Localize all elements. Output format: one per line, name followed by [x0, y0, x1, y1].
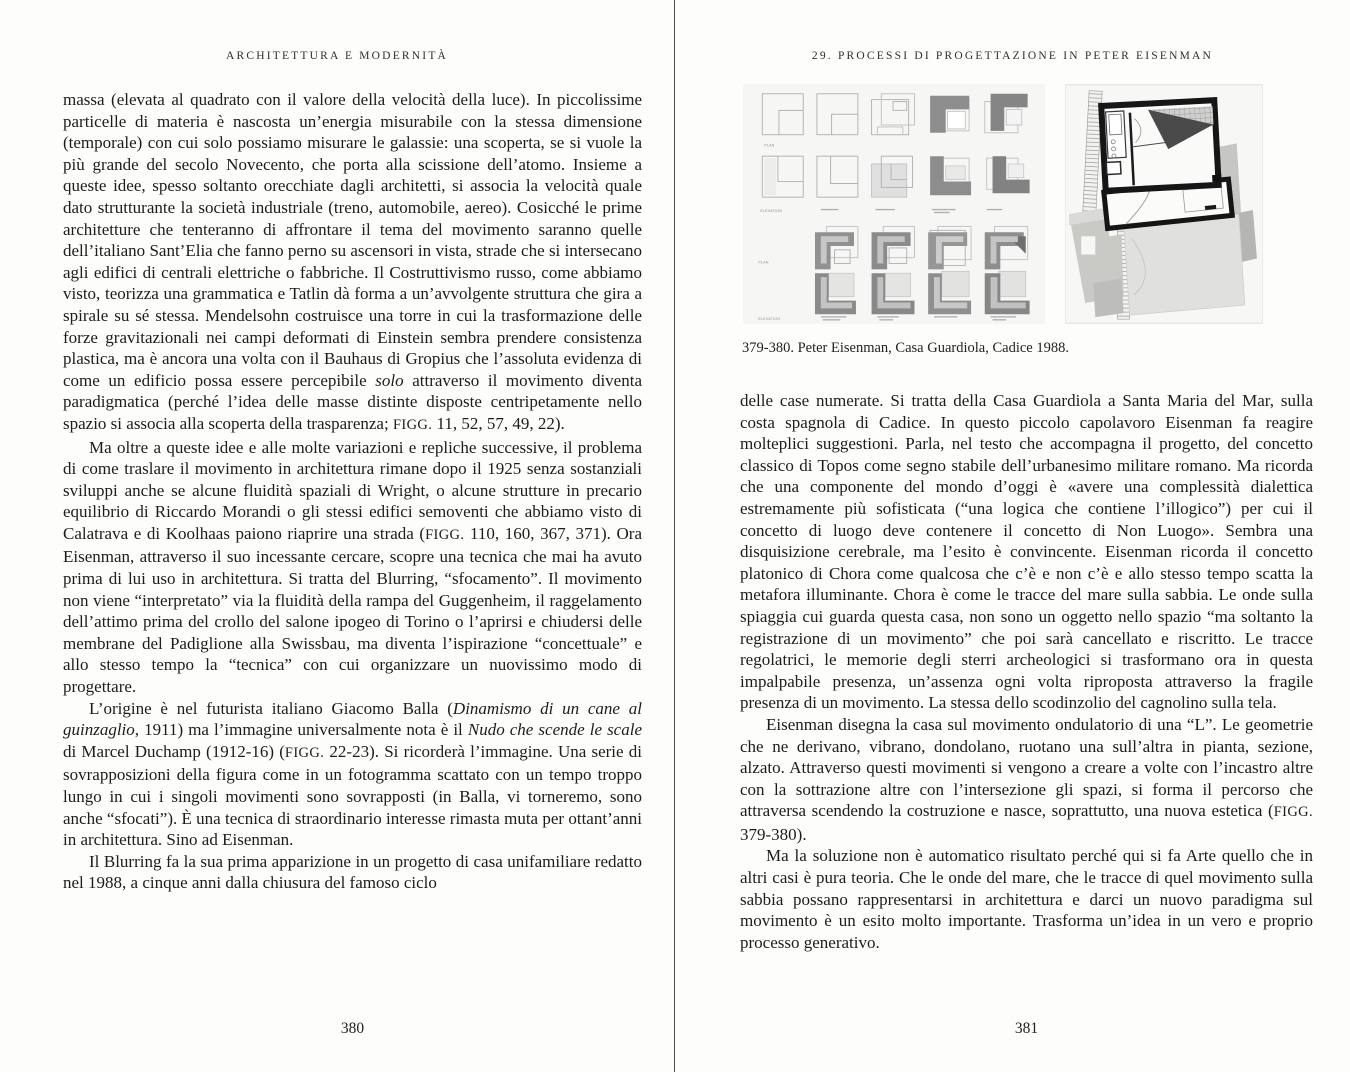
paragraph: Eisenman disegna la casa sul movimento ondulatorio di una “L”. Le geometrie che ne derivano, vibrano, dondolano, ruotano una sull’altra in pianta, sezione, alzato. Attraverso questi movimenti si vengono a creare a volte con l’incastro altre con la sottrazione altre con l’intersezione gli spazi, si forma il percorso che attraversa scendendo la costruzione e nasce, soprattutto, una nuova estetica (FIGG. 379-380).: [740, 714, 1313, 844]
figure-process-diagrams: [743, 84, 1045, 324]
diagram-row-elevation-1: [760, 156, 1029, 213]
body-text-left: [63, 89, 642, 894]
paragraph: L’origine è nel futurista italiano Giacomo Balla (Dinamismo di un cane al guinzaglio, 1911) ma l’immagine universalmente nota è il Nudo che scende le scale di Marcel Duchamp (1912-16) (FIGG. 22-23). Si ricorderà l’immagine. Una serie di sovrapposizioni della figura come in un fotogramma scattato con un tempo troppo lungo in cui i singoli movimenti sono sovrapposti (in Balla, vi torneremo, sono anche “sfocati”). È una tecnica di straordinario interesse rimasta muta per ottant’anni in architettura. Sino ad Eisenman.: [63, 698, 642, 850]
diagram-row-plan-1: [762, 94, 1027, 148]
page-number-left: 380: [340, 1020, 365, 1037]
running-head-right: 29. PROCESSI DI PROGETTAZIONE IN PETER EISENMAN: [811, 50, 1214, 62]
plan-lower-quad: [1124, 214, 1245, 315]
svg-text:PLAN: PLAN: [758, 260, 769, 265]
page-left: [0, 0, 674, 1072]
page-number-right: 381: [1014, 1020, 1039, 1037]
paragraph: delle case numerate. Si tratta della Casa Guardiola a Santa Maria del Mar, sulla costa spagnola di Cadice. In questo piccolo capolavoro Eisenman fa reagire molteplici suggestioni. Parla, nel testo che accompagna il progetto, del concetto classico di Topos come segno stabile dell’urbanesimo militare romano. Ma ricorda che una componente del mondo d’oggi è «avere una complessità dialettica estremamente più sofisticata (“una logica che contiene l’illogico”) per cui il concetto di luogo deve contenere il concetto di Non Luogo». Sembra una disquisizione cerebrale, ma l’esito è convincente. Eisenman ricorda il concetto platonico di Chora come qualcosa che c’è e non c’è e allo stesso tempo scatta la metafora illuminante. Chora è come le tracce del mare sulla sabbia. Le onde sulla spiaggia cui guarda questa casa, non sono un oggetto nello spazio “ma soltanto la registrazione di un movimento” che poi sarà cancellato e riscritto. Le tracce regolatrici, le memorie degli sterri archeologici si trasformano ora in questa impalpabile presenza, un’assenza ogni volta riproposta attraverso la fragile presenza di un movimento. La stessa dello scodinzolio del cagnolino sulla tela.: [740, 391, 1313, 713]
figure-plan-drawing: [1065, 84, 1263, 324]
diagram-row-plan-2: [758, 226, 1027, 269]
paragraph: massa (elevata al quadrato con il valore della velocità della luce). In piccolissime particelle di materia è nascosta un’energia misurabile con la stessa dimensione (temporale) con cui solo possiamo misurare le galassie: una scoperta, se si vuole la più grande del secolo Novecento, che porta alla scissione dell’atomo. Insieme a queste idee, spesso soltanto orecchiate dagli architetti, si associa la velocità quale dato strutturante la società industriale (treno, automobile, aereo). Cosicché le prime architetture che tenteranno di affrontare il tema del movimento saranno quelle dell’italiano Sant’Elia che fanno perno su ascensori in vista, strade che si intersecano agli edifici di centrali elettriche o fabbriche. Il Costruttivismo russo, come abbiamo visto, teorizza una grammatica e Tatlin dà forma a un’avvolgente struttura che gira a spirale su sé stessa. Mendelsohn costruisce una torre in cui la trasformazione delle forze gravitazionali nei campi deformati di Einstein sembra prendere consistenza plastica, ma è ancora una volta con il Bauhaus di Gropius che l’assoluta evidenza di come un edificio possa essere percepibile solo attraverso il movimento diventa paradigmatica (perché l’idea delle masse distinte disposte centripetamente nello spazio si associa alla scoperta della trasparenza; FIGG. 11, 52, 57, 49, 22).: [63, 90, 642, 433]
diagram-row-elevation-2: [758, 271, 1029, 321]
paragraph: Ma oltre a queste idee e alle molte variazioni e repliche successive, il problema di come traslare il movimento in architettura rimane dopo il 1925 senza sostanziali sviluppi anche se alcune fluidità spaziali di Wright, o alcune strutture in precario equilibrio di Riccardo Morandi o gli stessi edifici semoventi che abbiamo visto di Calatrava e di Koolhaas paiono riaprire una strada (FIGG. 110, 160, 367, 371). Ora Eisenman, attraverso il suo incessante cercare, scopre una tecnica che mai ha avuto prima di lui uso in architettura. Si tratta del Blurring, “sfocamento”. Il movimento non viene “interpretato” via la fluidità della rampa del Guggenheim, il raggelamento dell’attimo prima del crollo del salone ipogeo di Torino o l’aprirsi e chiudersi delle membrane del Padiglione alla Swissbau, ma diventa l’ispirazione “concettuale” e allo stesso tempo la “tecnica” con cui organizzare un nuovissimo modo di progettare.: [63, 437, 642, 697]
figure-379-380: [675, 0, 1350, 380]
plan-main-house: [1101, 100, 1221, 191]
page-right: [675, 0, 1350, 1072]
paragraph: Il Blurring fa la sua prima apparizione in un progetto di casa unifamiliare redatto nel 1988, a cinque anni dalla chiusura del famoso ciclo: [63, 851, 642, 893]
body-text-right: [740, 390, 1313, 953]
paragraph: Ma la soluzione non è automatico risultato perché qui si fa Arte quello che in altri casi è pura teoria. Che le onde del mare, che le tracce di quel movimento sulla sabbia possano rappresentarsi in architettura e darci un nuovo paradigma sul movimento è un esito molto importante. Trasforma un’idea in un vero e proprio processo generativo.: [740, 846, 1313, 952]
figure-caption: 379-380. Peter Eisenman, Casa Guardiola, Cadice 1988.: [742, 340, 1069, 356]
running-head-left: ARCHITETTURA E MODERNITÀ: [225, 50, 449, 62]
svg-text:ELEVATION: ELEVATION: [758, 317, 781, 322]
svg-text:PLAN: PLAN: [764, 143, 775, 148]
svg-text:ELEVATION: ELEVATION: [760, 208, 783, 213]
